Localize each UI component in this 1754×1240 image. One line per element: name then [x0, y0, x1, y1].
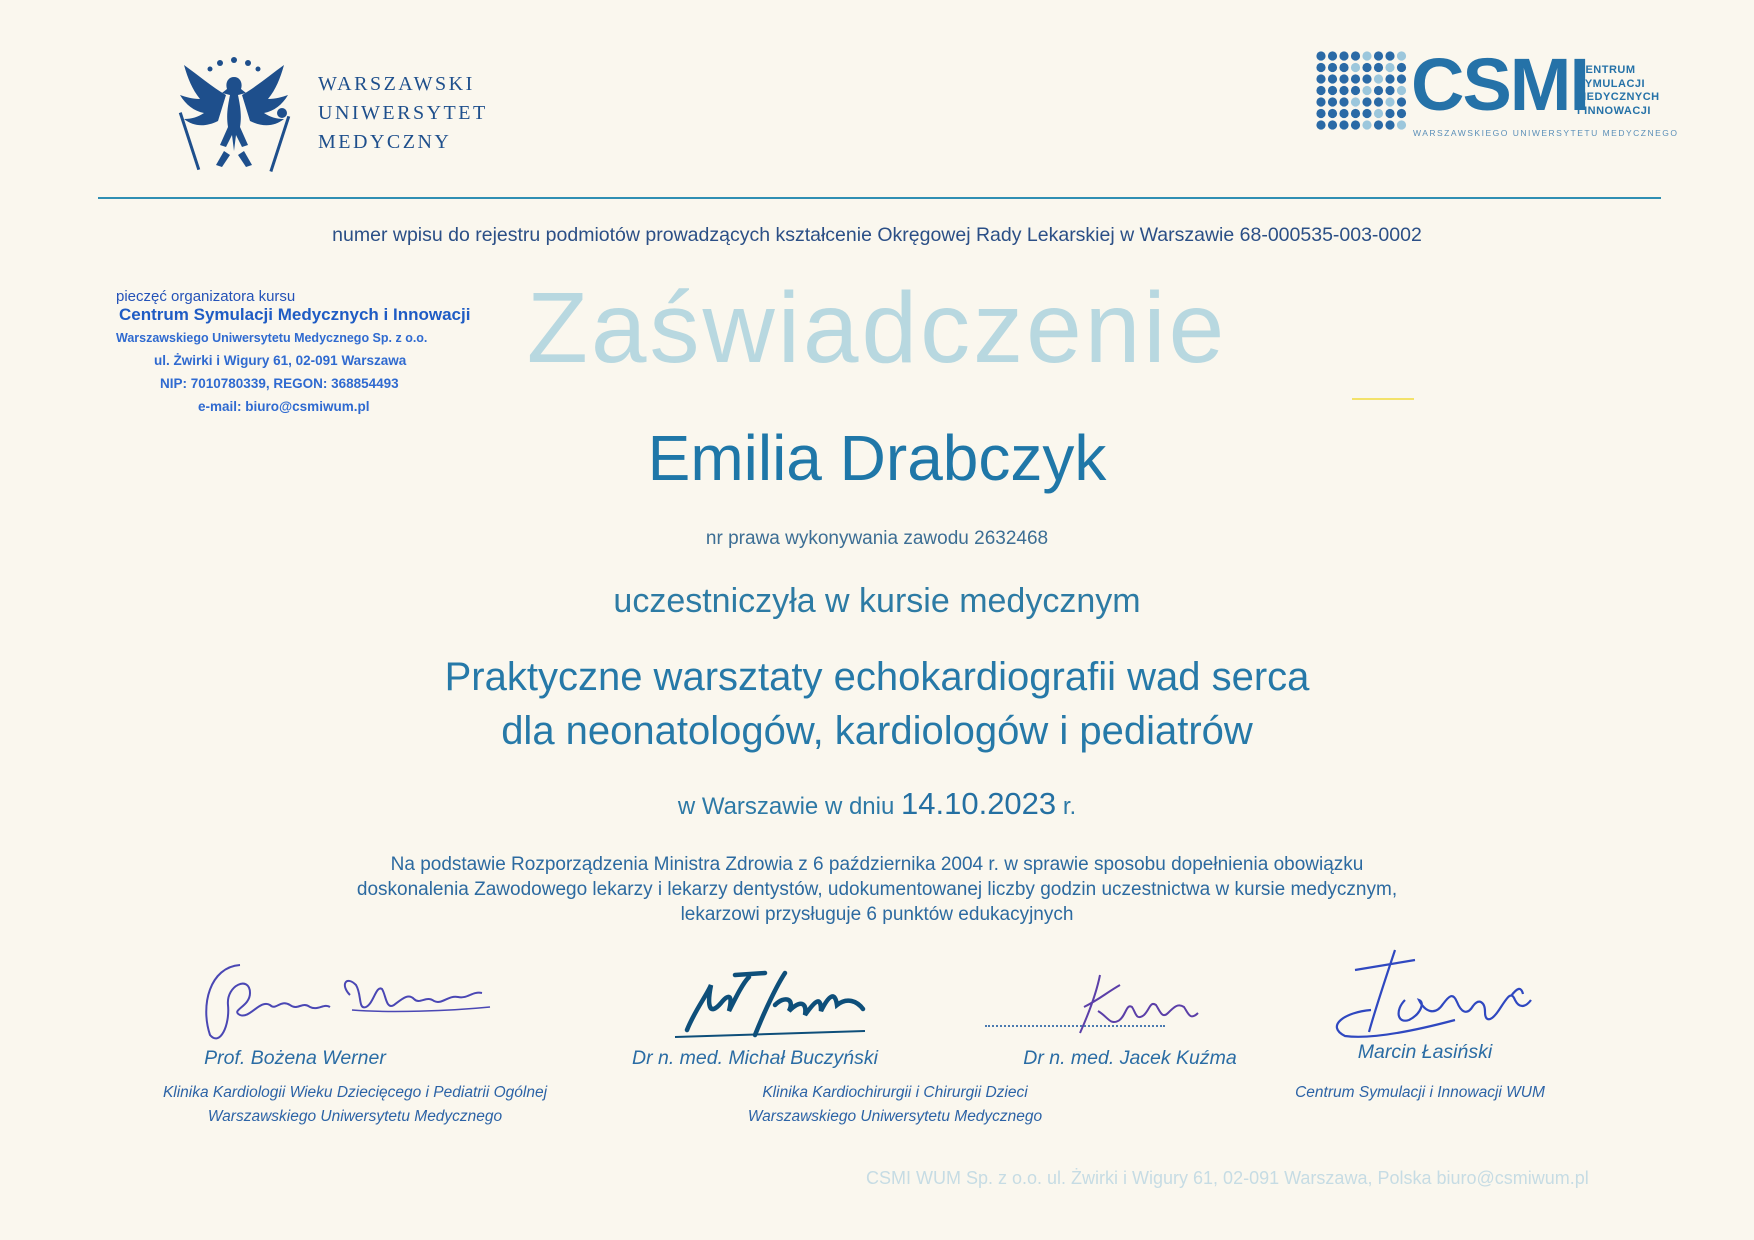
- footer-address: CSMI WUM Sp. z o.o. ul. Żwirki i Wigury 61, 02-091 Warszawa, Polska biuro@csmiwum.pl: [866, 1168, 1589, 1188]
- certificate-title: Zaświadczenie: [526, 272, 1228, 384]
- course-date: 14.10.2023: [901, 786, 1057, 821]
- place-suffix: r.: [1062, 793, 1077, 820]
- affiliation-line: Klinika Kardiologii Wieku Dziecięcego i Pediatrii Ogólnej: [162, 1084, 548, 1101]
- affiliation: [665, 1081, 1125, 1129]
- place-prefix: w Warszawie w dniu: [677, 793, 895, 820]
- signatory-name: Dr n. med. Jacek Kuźma: [1023, 1047, 1237, 1069]
- header-rule: [98, 197, 1661, 199]
- highlighter-mark: [1352, 398, 1414, 400]
- affiliation: [130, 1081, 580, 1129]
- legal-basis-line: Na podstawie Rozporządzenia Ministra Zdrowia z 6 października 2004 r. w sprawie sposobu dopełnienia obowiązku: [390, 854, 1364, 875]
- wum-line: MEDYCZNY: [318, 131, 452, 153]
- affiliation: [1220, 1081, 1620, 1105]
- affiliation-line: Warszawskiego Uniwersytetu Medycznego: [207, 1108, 503, 1125]
- signature-lasinski: [1285, 940, 1565, 1047]
- csmi-sub-line: MEDYCZNYCH: [1577, 91, 1660, 103]
- course-title-line: dla neonatologów, kardiologów i pediatrów: [501, 709, 1253, 753]
- csmi-subtitle: [1577, 64, 1660, 118]
- csmi-sub-line: I INNOWACJI: [1577, 104, 1651, 117]
- csmi-dot-grid-icon: [1315, 50, 1410, 132]
- legal-basis-line: doskonalenia Zawodowego lekarzy i lekarzy dentystów, udokumentowanej liczby godzin uczestnictwa w kursie medycznym,: [356, 879, 1398, 900]
- signatory-name: Marcin Łasiński: [1357, 1041, 1493, 1063]
- signature-block: [1215, 940, 1635, 1064]
- affiliation-line: Centrum Symulacji i Innowacji WUM: [1295, 1084, 1545, 1101]
- csmi-wordmark: CSMI: [1411, 43, 1588, 126]
- csmi-sub-line: CENTRUM: [1577, 64, 1636, 76]
- wum-line: WARSZAWSKI: [318, 73, 475, 95]
- license-number: nr prawa wykonywania zawodu 2632468: [705, 528, 1049, 549]
- affiliation-line: Klinika Kardiochirurgii i Chirurgii Dzieci: [762, 1084, 1028, 1101]
- legal-basis-line: lekarzowi przysługuje 6 punktów edukacyjnych: [680, 904, 1074, 925]
- wum-line: UNIWERSYTET: [318, 102, 488, 124]
- csmi-bottom-text: WARSZAWSKIEGO UNIWERSYTETU MEDYCZNEGO: [1413, 128, 1679, 138]
- stamp-heading: pieczęć organizatora kursu: [116, 288, 296, 305]
- place-and-date: [0, 786, 1754, 822]
- stamp-line: e-mail: biuro@csmiwum.pl: [198, 399, 370, 414]
- course-title-line: Praktyczne warsztaty echokardiografii wad serca: [444, 655, 1310, 699]
- wum-name: [318, 70, 488, 157]
- signatory-name: Dr n. med. Michał Buczyński: [632, 1047, 878, 1069]
- signature-buczynski: [625, 955, 885, 1047]
- signature-block: [545, 955, 965, 1070]
- wum-eagle-logo: [170, 55, 300, 180]
- signature-werner: [190, 955, 550, 1047]
- course-title: [0, 650, 1754, 758]
- stamp-line: Warszawskiego Uniwersytetu Medycznego Sp. z o.o.: [116, 331, 428, 345]
- csmi-sub-line: SYMULACJI: [1577, 77, 1646, 90]
- participation-statement: uczestniczyła w kursie medycznym: [613, 582, 1141, 620]
- stamp-line: Centrum Symulacji Medycznych i Innowacji: [119, 305, 471, 324]
- stamp-line: NIP: 7010780339, REGON: 368854493: [160, 376, 399, 391]
- registry-number: numer wpisu do rejestru podmiotów prowadzących kształcenie Okręgowej Rady Lekarskiej w Warszawie 68-000535-003-0002: [332, 224, 1422, 246]
- legal-basis: [0, 852, 1754, 927]
- signature-block: [130, 955, 550, 1070]
- signatory-name: Prof. Bożena Werner: [204, 1047, 386, 1069]
- csmi-logo: [1315, 43, 1679, 140]
- signature-dotted-line: [985, 1025, 1165, 1027]
- stamp-line: ul. Żwirki i Wigury 61, 02-091 Warszawa: [154, 353, 407, 368]
- recipient-name: Emilia Drabczyk: [647, 422, 1107, 494]
- affiliation-line: Warszawskiego Uniwersytetu Medycznego: [747, 1108, 1043, 1125]
